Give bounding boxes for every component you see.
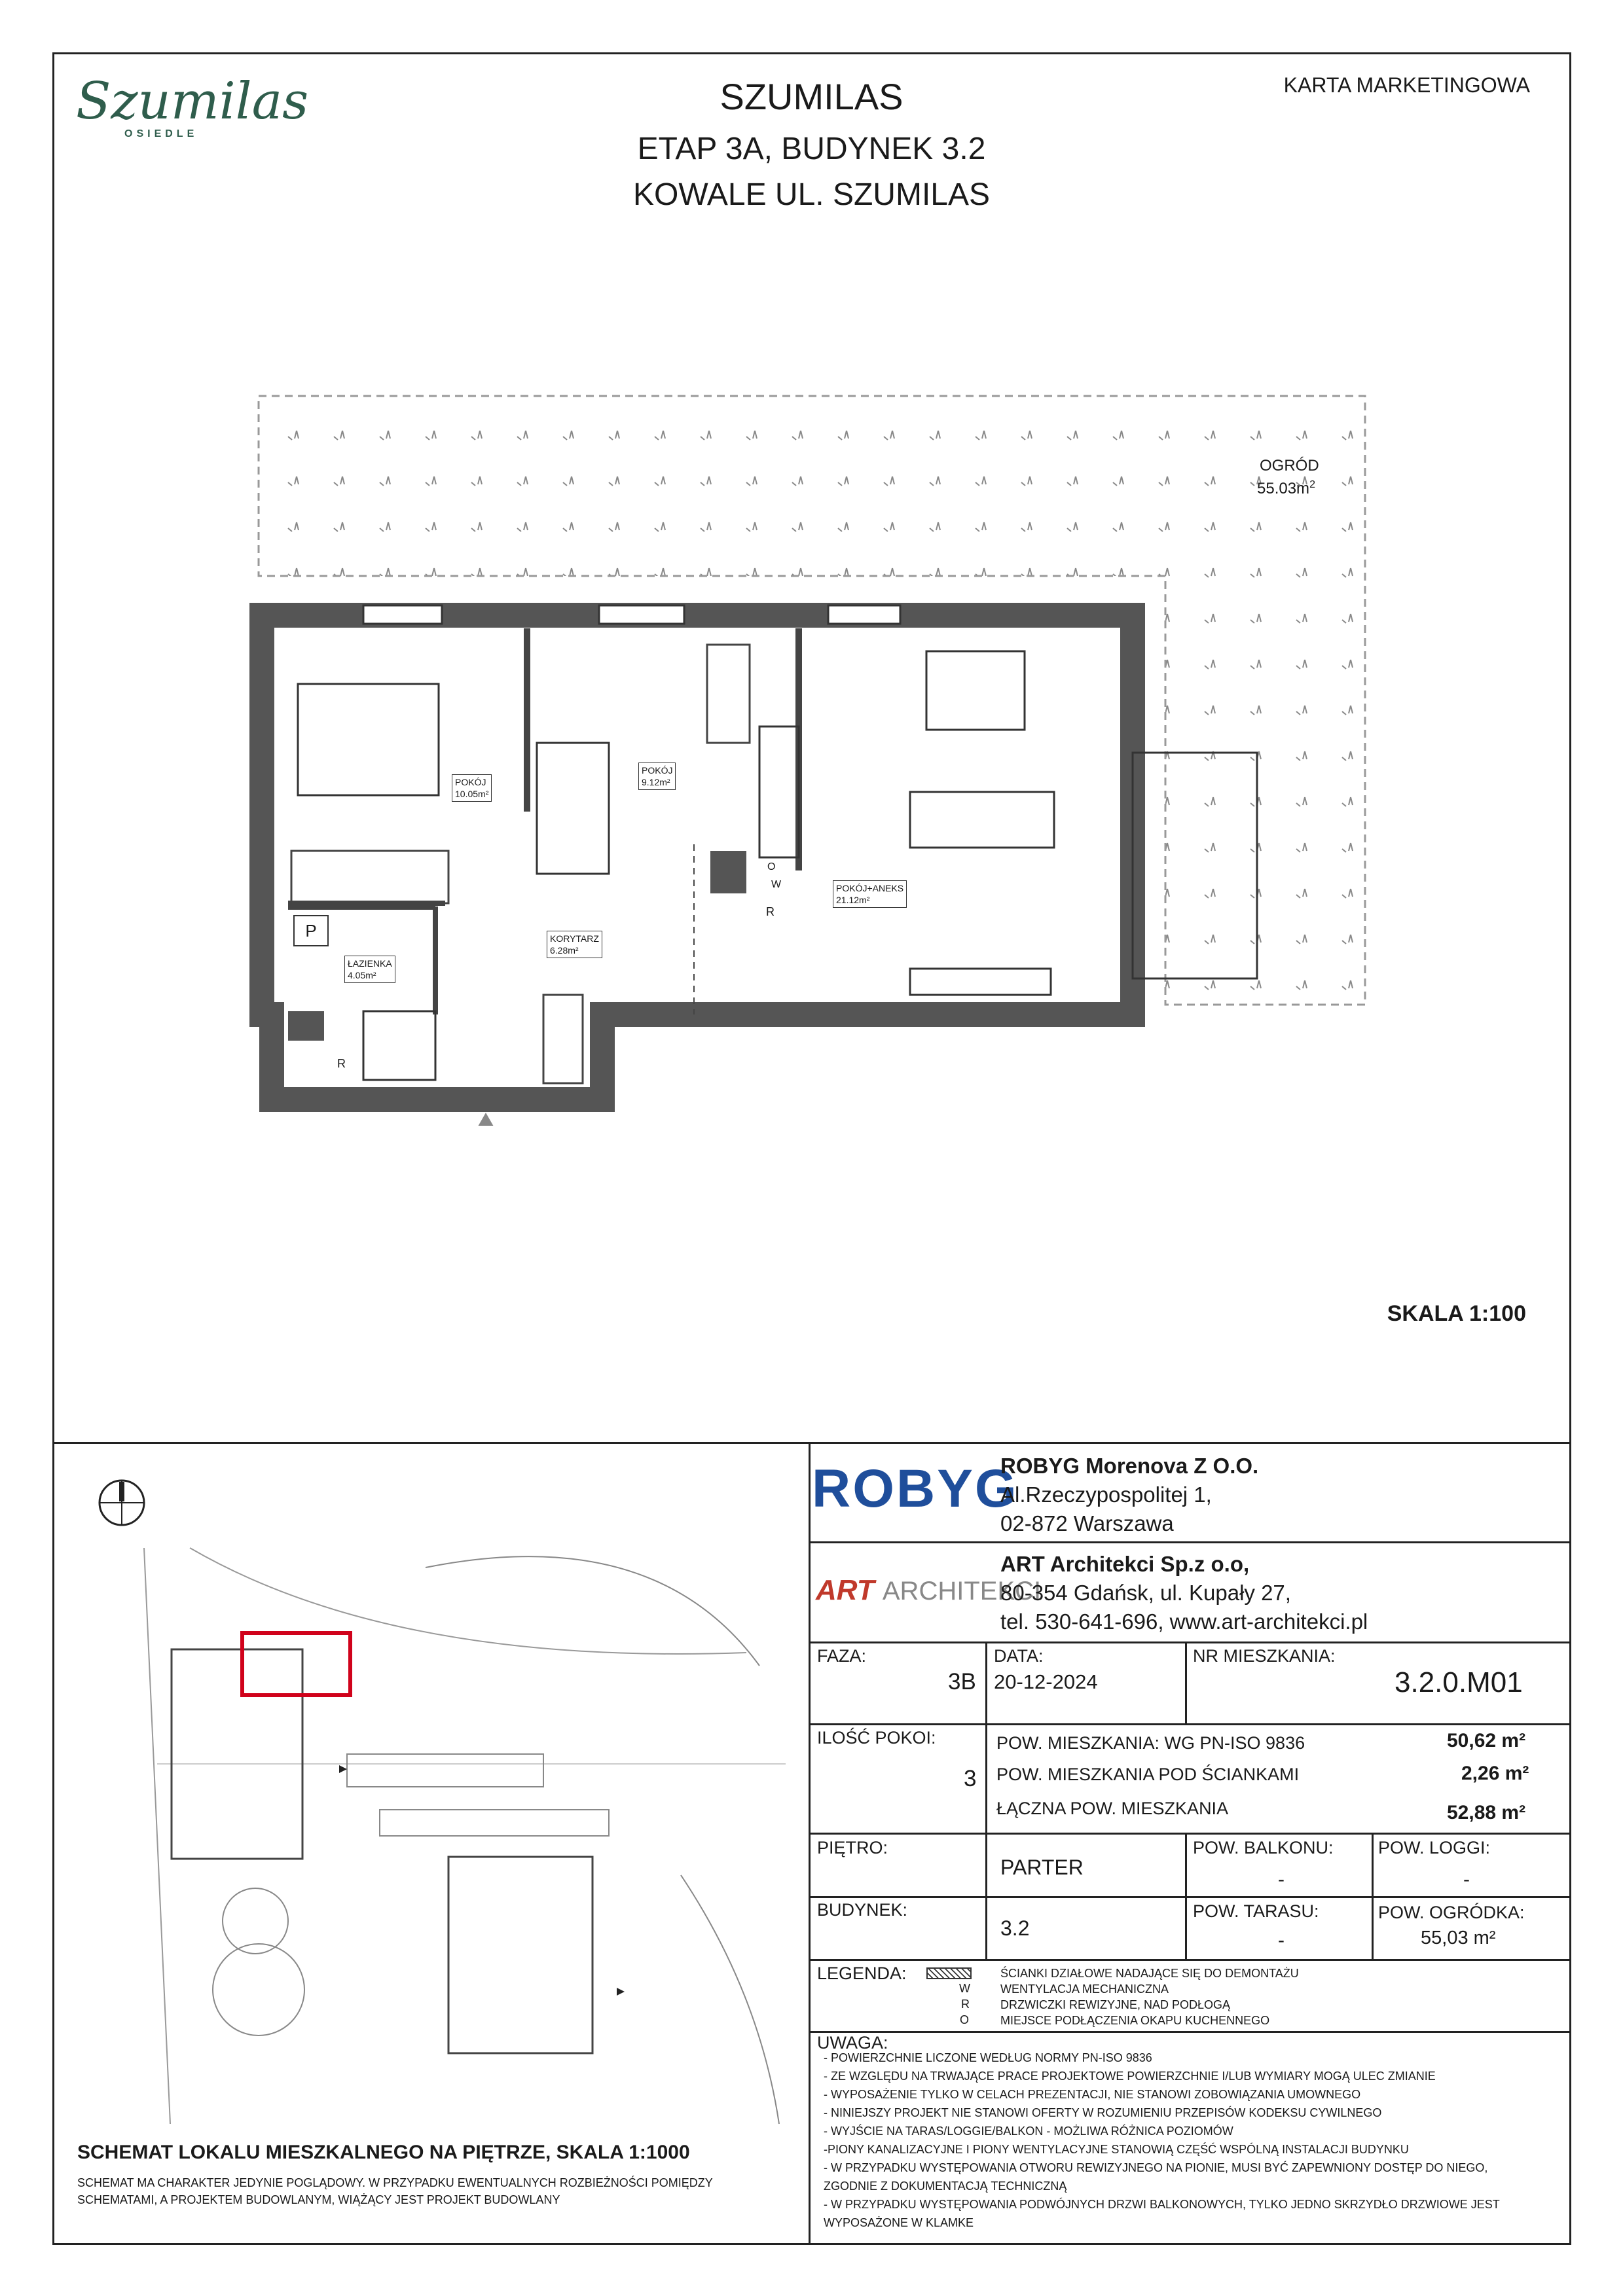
r-symbol: R (337, 1057, 346, 1070)
schema-title: SCHEMAT LOKALU MIESZKALNEGO NA PIĘTRZE, SKALA 1:1000 (77, 2142, 690, 2163)
apartment-highlight (242, 1633, 350, 1695)
data-label: DATA: (994, 1646, 1044, 1666)
garden-area (259, 396, 1365, 1005)
kitchen-unit (759, 726, 799, 857)
loggia-value: - (1463, 1869, 1470, 1890)
garden-name: OGRÓD (1260, 457, 1319, 475)
table (926, 651, 1025, 730)
data-value: 20-12-2024 (994, 1670, 1098, 1693)
pietro-value: PARTER (1000, 1856, 1084, 1879)
o-symbol: O (767, 861, 776, 872)
developer-info: ROBYG Morenova Z O.O. Al.Rzeczypospolitej 1, 02-872 Warszawa (1000, 1454, 1259, 1535)
legend-sym-r: R (961, 1998, 970, 2011)
notes-label: UWAGA: (817, 2033, 888, 2053)
compass-small-icon (97, 1478, 147, 1528)
schema-note: SCHEMAT MA CHARAKTER JEDYNIE POGLĄDOWY. W PRZYPADKU EWENTUALNYCH ROZBIEŻNOŚCI POMIĘDZY SCHEMATAMI, A PROJEKTEM BUDOWLANYM, WIĄŻĄCY JEST PROJEKT BUDOWLANY (77, 2176, 713, 2206)
legend-item: DRZWICZKI REWIZYJNE, NAD PODŁOGĄ (1000, 1998, 1231, 2011)
notes-list: - POWIERZCHNIE LICZONE WEDŁUG NORMY PN-ISO 9836 - ZE WZGLĘDU NA TRWAJĄCE PRACE PROJEKTOWE POWIERZCHNIE I/LUB WYMIARY MOGĄ ULEC ZMIANIE - WYPOSAŻENIE TYLKO W CELACH PREZENTACJI, NIE STANOWI ZOBOWIĄZANIA UMOWNEGO - NINIEJSZY PROJEKT NIE STANOWI OFERTY W ROZUMIENIU PRZEPISÓW KODEKSU CYWILNEGO - WYJŚCIE NA TARAS/LOGGIE/BALKON - MOŻLIWA RÓŻNICA POZIOMÓW -PIONY KANALIZACYJNE I PIONY WENTYLACYJNE STANOWIĄ CZĘŚĆ WSPÓLNĄ INSTALACJI BUDYNKU - W PRZYPADKU WYSTĘPOWANIA OTWORU REWIZYJNEGO NA PIONIE, MUSI BYĆ ZAPEWNIONY DOSTĘP DO NIEGO, ZGODNIE Z DOKUMENTACJĄ TECHNICZNĄ - W PRZYPADKU WYSTĘPOWANIA PODWÓJNYCH DRZWI BALKONOWYCH, TYLKO JEDNO SKRZYDŁO DRZWIOWE JEST WYPOSAŻONE W KLAMKE (824, 2051, 1500, 2229)
garden-area: $55.03m^2$ (1257, 479, 1315, 497)
building (172, 1649, 302, 1859)
pow2-value: 2,26 m² (1461, 1763, 1529, 1784)
loggia-label: POW. LOGGI: (1378, 1838, 1491, 1857)
site-schema (131, 1469, 809, 2130)
legend-sym-o: O (960, 2013, 970, 2026)
floor-plan (249, 386, 1388, 1126)
taras-label: POW. TARASU: (1193, 1901, 1319, 1921)
apartment-walls (262, 615, 1133, 1100)
w-symbol: W (771, 879, 782, 890)
pow1-label: POW. MIESZKANIA: WG PN-ISO 9836 (996, 1733, 1305, 1753)
r-symbol: R (766, 905, 775, 918)
szumilas-logo-sub: OSIEDLE (124, 128, 198, 139)
pietro-label: PIĘTRO: (817, 1838, 888, 1857)
page-title: SZUMILAS (720, 76, 903, 117)
legend-item: MIEJSCE PODŁĄCZENIA OKAPU KUCHENNEGO (1000, 2014, 1270, 2027)
art-logo: ART ARCHITEKCI (816, 1574, 1042, 1606)
entrance-arrow (473, 1113, 499, 1126)
legend-item: ŚCIANKI DZIAŁOWE NADAJĄCE SIĘ DO DEMONTAŻU (1000, 1967, 1299, 1980)
balkon-label: POW. BALKONU: (1193, 1838, 1334, 1857)
pow3-value: 52,88 m² (1447, 1802, 1526, 1823)
ogrodek-label: POW. OGRÓDKA: (1378, 1903, 1525, 1922)
room-label: ŁAZIENKA 4.05m² (344, 956, 395, 983)
legend-label: LEGENDA: (817, 1964, 907, 1983)
budynek-value: 3.2 (1000, 1916, 1030, 1940)
pokoje-value: 3 (964, 1766, 977, 1791)
pow2-label: POW. MIESZKANIA POD ŚCIANKAMI (996, 1765, 1300, 1784)
demolition-wall-symbol (926, 1967, 972, 1979)
card-type-label: KARTA MARKETINGOWA (1283, 73, 1530, 97)
room-label: KORYTARZ 6.28m² (547, 931, 602, 958)
vent-shaft (710, 851, 746, 893)
window (363, 605, 442, 624)
room-label: POKÓJ+ANEKS 21.12m² (833, 880, 907, 908)
p-symbol: P (293, 915, 329, 946)
scale-label: SKALA 1:100 (1387, 1301, 1526, 1326)
balkon-value: - (1278, 1869, 1285, 1890)
architect-info: ART Architekci Sp.z o.o, 80-354 Gdańsk, ul. Kupały 27, tel. 530-641-696, www.art-architekci.pl (1000, 1552, 1368, 1634)
shower (363, 1011, 435, 1080)
room-label: POKÓJ 9.12m² (638, 762, 676, 790)
ogrodek-value: 55,03 m² (1421, 1928, 1496, 1948)
window (828, 605, 900, 624)
legend-sym-w: W (959, 1982, 970, 1995)
robyg-logo: ROBYG (812, 1459, 1019, 1518)
nr-label: NR MIESZKANIA: (1193, 1646, 1336, 1666)
window (599, 605, 684, 624)
taras-value: - (1278, 1929, 1285, 1951)
legend-item: WENTYLACJA MECHANICZNA (1000, 1982, 1169, 1996)
vent-shaft (288, 1011, 324, 1041)
tv-unit (910, 969, 1051, 995)
bed (537, 743, 609, 874)
building (448, 1857, 593, 2053)
nr-value: 3.2.0.M01 (1395, 1666, 1523, 1698)
budynek-label: BUDYNEK: (817, 1900, 908, 1920)
sofa (910, 792, 1054, 848)
faza-label: FAZA: (817, 1646, 867, 1666)
pow3-label: ŁĄCZNA POW. MIESZKANIA (996, 1799, 1229, 1818)
bed (298, 684, 439, 795)
faza-value: 3B (948, 1669, 976, 1695)
page-subtitle-stage: ETAP 3A, BUDYNEK 3.2 (637, 132, 986, 166)
pow1-value: 50,62 m² (1447, 1730, 1526, 1751)
pokoje-label: ILOŚĆ POKOI: (817, 1728, 936, 1748)
szumilas-logo: Szumilas (76, 72, 309, 131)
page-subtitle-address: KOWALE UL. SZUMILAS (632, 177, 990, 212)
room-label: POKÓJ 10.05m² (452, 774, 492, 802)
